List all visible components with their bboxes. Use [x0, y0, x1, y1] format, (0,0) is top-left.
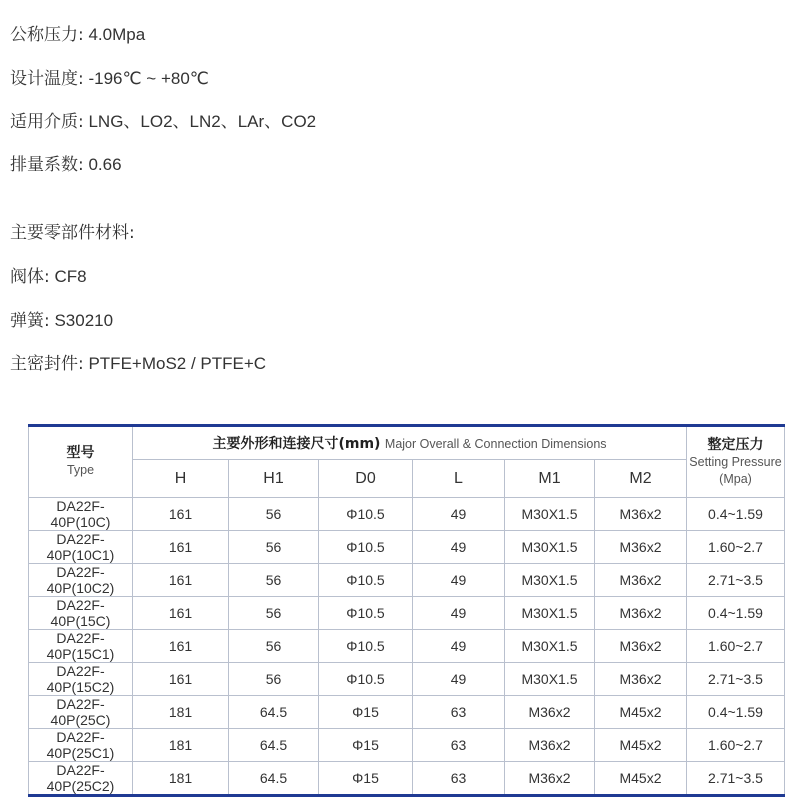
- column-header-h: H: [133, 460, 229, 498]
- table-cell: M36x2: [595, 630, 687, 663]
- spec-nominal-pressure: [10, 20, 145, 45]
- table-cell: DA22F-40P(15C2): [29, 663, 133, 696]
- table-cell: M30X1.5: [505, 663, 595, 696]
- table-cell: 161: [133, 564, 229, 597]
- table-cell: 64.5: [229, 696, 319, 729]
- spec-value: 4.0Mpa: [83, 25, 146, 44]
- spec-label: 设计温度:: [10, 69, 84, 89]
- table-cell: 0.4~1.59: [687, 696, 785, 729]
- table-cell: M36x2: [505, 696, 595, 729]
- table-cell: 0.4~1.59: [687, 498, 785, 531]
- table-cell: DA22F-40P(10C): [29, 498, 133, 531]
- table-cell: 49: [413, 663, 505, 696]
- table-cell: M30X1.5: [505, 564, 595, 597]
- table-cell: M36x2: [595, 564, 687, 597]
- table-row: [29, 531, 785, 564]
- table-cell: Φ10.5: [319, 531, 413, 564]
- table-cell: M45x2: [595, 729, 687, 762]
- table-row: [29, 498, 785, 531]
- table-cell: 63: [413, 696, 505, 729]
- table-cell: 161: [133, 498, 229, 531]
- material-label: 阀体:: [10, 267, 50, 287]
- column-header-d0: D0: [319, 460, 413, 498]
- material-main-seal: [10, 349, 266, 374]
- table-cell: 49: [413, 498, 505, 531]
- table-cell: M45x2: [595, 762, 687, 796]
- table-cell: M30X1.5: [505, 531, 595, 564]
- table-row: [29, 663, 785, 696]
- table-row: [29, 696, 785, 729]
- table-cell: Φ10.5: [319, 663, 413, 696]
- table-row: [29, 597, 785, 630]
- table-cell: 56: [229, 531, 319, 564]
- table-cell: M36x2: [505, 729, 595, 762]
- materials-heading: 主要零部件材料:: [10, 223, 135, 243]
- material-label: 弹簧:: [10, 311, 50, 331]
- table-cell: Φ10.5: [319, 564, 413, 597]
- table-cell: 181: [133, 762, 229, 796]
- table-cell: Φ10.5: [319, 498, 413, 531]
- table-cell: M36x2: [595, 531, 687, 564]
- spec-applicable-media: [10, 107, 316, 132]
- column-header-l: L: [413, 460, 505, 498]
- table-cell: 49: [413, 597, 505, 630]
- table-cell: 64.5: [229, 729, 319, 762]
- table-cell: 56: [229, 630, 319, 663]
- table-cell: 181: [133, 696, 229, 729]
- table-cell: 181: [133, 729, 229, 762]
- column-header-m1: M1: [505, 460, 595, 498]
- type-header: [29, 426, 133, 498]
- spec-value: 0.66: [83, 155, 122, 174]
- table-row: [29, 762, 785, 796]
- table-cell: DA22F-40P(25C1): [29, 729, 133, 762]
- table-cell: 63: [413, 729, 505, 762]
- material-value: CF8: [49, 267, 87, 286]
- pressure-header-unit: (Mpa): [719, 471, 752, 486]
- material-value: S30210: [49, 311, 114, 330]
- table-cell: M30X1.5: [505, 630, 595, 663]
- table-cell: 56: [229, 564, 319, 597]
- dims-header: [133, 426, 687, 460]
- pressure-header-cn: 整定压力: [707, 436, 764, 453]
- table-row: [29, 729, 785, 762]
- spec-label: 公称压力:: [10, 25, 84, 45]
- dims-header-en: Major Overall & Connection Dimensions: [384, 437, 607, 451]
- material-value: PTFE+MoS2 / PTFE+C: [83, 354, 267, 373]
- table-cell: 56: [229, 498, 319, 531]
- table-cell: 49: [413, 531, 505, 564]
- table-cell: 56: [229, 597, 319, 630]
- column-header-h1: H1: [229, 460, 319, 498]
- table-cell: 1.60~2.7: [687, 729, 785, 762]
- table-cell: 56: [229, 663, 319, 696]
- table-cell: 0.4~1.59: [687, 597, 785, 630]
- material-label: 主密封件:: [10, 354, 84, 374]
- pressure-header-en: Setting Pressure: [689, 454, 782, 469]
- table-cell: M30X1.5: [505, 498, 595, 531]
- table-cell: 49: [413, 630, 505, 663]
- table-cell: Φ15: [319, 696, 413, 729]
- table-cell: DA22F-40P(15C1): [29, 630, 133, 663]
- material-spring: [10, 306, 113, 331]
- spec-label: 适用介质:: [10, 112, 84, 132]
- table-cell: 1.60~2.7: [687, 531, 785, 564]
- table-cell: 161: [133, 597, 229, 630]
- table-cell: 49: [413, 564, 505, 597]
- table-cell: M36x2: [595, 498, 687, 531]
- table-cell: 2.71~3.5: [687, 663, 785, 696]
- table-cell: DA22F-40P(25C2): [29, 762, 133, 796]
- dimensions-table: [28, 424, 785, 797]
- spec-design-temperature: [10, 64, 209, 89]
- table-cell: 2.71~3.5: [687, 762, 785, 796]
- table-cell: M36x2: [505, 762, 595, 796]
- table-cell: M45x2: [595, 696, 687, 729]
- type-header-cn: 型号: [66, 445, 95, 461]
- material-body: [10, 262, 87, 287]
- table-cell: 63: [413, 762, 505, 796]
- table-cell: Φ15: [319, 729, 413, 762]
- spec-discharge-coefficient: [10, 150, 122, 175]
- table-row: [29, 564, 785, 597]
- table-cell: 2.71~3.5: [687, 564, 785, 597]
- table-cell: M36x2: [595, 663, 687, 696]
- table-cell: 161: [133, 630, 229, 663]
- table-cell: 161: [133, 531, 229, 564]
- table-cell: M36x2: [595, 597, 687, 630]
- table-cell: DA22F-40P(15C): [29, 597, 133, 630]
- column-header-m2: M2: [595, 460, 687, 498]
- table-cell: DA22F-40P(10C2): [29, 564, 133, 597]
- table-cell: Φ10.5: [319, 630, 413, 663]
- table-cell: DA22F-40P(10C1): [29, 531, 133, 564]
- table-cell: M30X1.5: [505, 597, 595, 630]
- table-cell: 64.5: [229, 762, 319, 796]
- table-cell: 161: [133, 663, 229, 696]
- table-cell: DA22F-40P(25C): [29, 696, 133, 729]
- type-header-en: Type: [66, 463, 95, 477]
- dims-header-cn: 主要外形和连接尺寸(mm): [212, 436, 381, 452]
- table-cell: 1.60~2.7: [687, 630, 785, 663]
- table-row: [29, 630, 785, 663]
- table-cell: Φ10.5: [319, 597, 413, 630]
- spec-label: 排量系数:: [10, 155, 84, 175]
- spec-value: -196℃ ~ +80℃: [83, 69, 209, 88]
- pressure-header: [687, 426, 785, 498]
- table-cell: Φ15: [319, 762, 413, 796]
- spec-value: LNG、LO2、LN2、LAr、CO2: [83, 112, 317, 131]
